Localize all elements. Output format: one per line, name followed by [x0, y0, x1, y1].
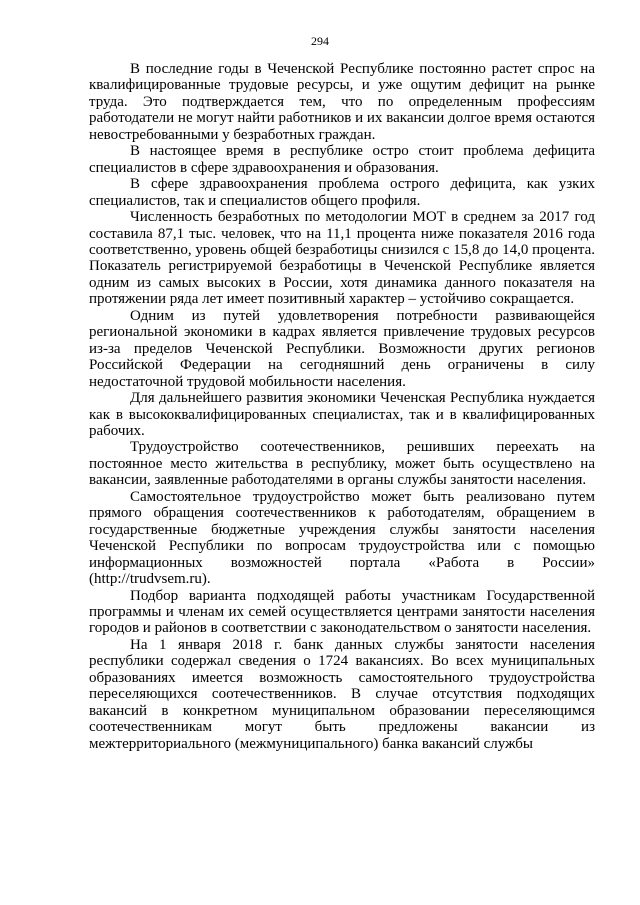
paragraph-9: Подбор варианта подходящей работы участникам Государственной программы и членам их семей осуществляется центрами занятости населения городов и районов в соответствии с законодательством о занятости населения.	[89, 587, 595, 637]
body-text	[89, 61, 595, 752]
page-number: 294	[311, 34, 329, 48]
paragraph-2: В настоящее время в республике остро стоит проблема дефицита специалистов в сфере здравоохранения и образования.	[89, 143, 595, 176]
paragraph-10: На 1 января 2018 г. банк данных службы занятости населения республики содержал сведения о 1724 вакансиях. Во всех муниципальных образованиях имеется возможность самостоятельного трудоустройства переселяющихся соотечественников. В случае отсутствия подходящих вакансий в конкретном муниципальном образовании переселяющимся соотечественникам могут быть предложены вакансии из межтерриториального (межмуниципального) банка вакансий службы	[89, 636, 595, 752]
paragraph-5: Одним из путей удовлетворения потребности развивающейся региональной экономики в кадрах является привлечение трудовых ресурсов из-за пределов Чеченской Республики. Возможности других регионов Российской Федерации на сегодняшний день ограничены в силу недостаточной трудовой мобильности населения.	[89, 307, 595, 390]
paragraph-1: В последние годы в Чеченской Республике постоянно растет спрос на квалифицированные трудовые ресурсы, и уже ощутим дефицит на рынке труда. Это подтверждается тем, что по определенным профессиям работодатели не могут найти работников и их вакансии долгое время остаются невостребованными у безработных граждан.	[89, 61, 595, 143]
paragraph-4: Численность безработных по методологии МОТ в среднем за 2017 год составила 87,1 тыс. человек, что на 11,1 процента ниже показателя 2016 года соответственно, уровень общей безработицы снизился с 15,8 до 14,0 процента. Показатель регистрируемой безработицы в Чеченской Республике является одним из самых высоких в России, хотя динамика данного показателя на протяжении ряда лет имеет позитивный характер – устойчиво сокращается.	[89, 209, 595, 308]
paragraph-7: Трудоустройство соотечественников, решивших переехать на постоянное место жительства в республику, может быть осуществлено на вакансии, заявленные работодателями в органы службы занятости населения.	[89, 439, 595, 489]
paragraph-6: Для дальнейшего развития экономики Чеченская Республика нуждается как в высококвалифицированных специалистах, так и в квалифицированных рабочих.	[89, 390, 595, 439]
paragraph-3: В сфере здравоохранения проблема острого дефицита, как узких специалистов, так и специалистов общего профиля.	[89, 176, 595, 209]
paragraph-8: Самостоятельное трудоустройство может быть реализовано путем прямого обращения соотечественников к работодателям, обращением в государственные бюджетные учреждения службы занятости населения Чеченской Республики по вопросам трудоустройства или с помощью информационных возможностей портала «Работа в России» (http://trudvsem.ru).	[89, 488, 595, 588]
